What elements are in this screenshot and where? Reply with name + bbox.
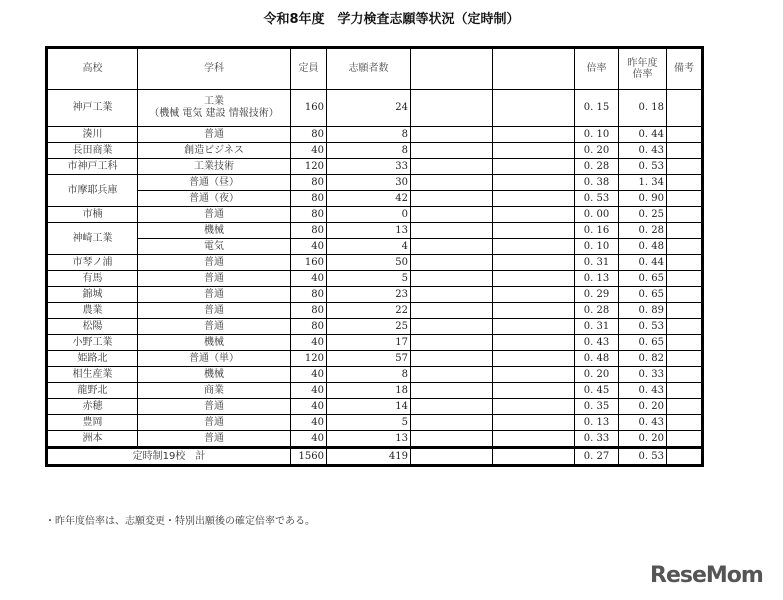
prev-ratio-cell: 0. 65 [619, 271, 667, 287]
header-school: 高校 [47, 48, 138, 90]
blank-cell [411, 159, 493, 175]
blank-cell [493, 399, 575, 415]
header-prev-ratio [619, 48, 667, 90]
dept-cell: 普通 [138, 207, 291, 223]
applicants-cell: 5 [327, 415, 411, 431]
blank-cell [493, 287, 575, 303]
blank-cell [411, 431, 493, 448]
header-notes: 備考 [667, 48, 703, 90]
blank-cell [493, 335, 575, 351]
school-cell: 姫路北 [47, 351, 138, 367]
capacity-cell: 80 [291, 319, 327, 335]
blank-cell [411, 303, 493, 319]
notes-cell [667, 159, 703, 175]
applicants-cell: 25 [327, 319, 411, 335]
table-row [47, 319, 703, 335]
ratio-cell: 0. 28 [575, 159, 619, 175]
ratio-cell: 0. 13 [575, 271, 619, 287]
dept-cell: 普通 [138, 271, 291, 287]
applicants-cell: 42 [327, 191, 411, 207]
school-cell: 市神戸工科 [47, 159, 138, 175]
ratio-cell: 0. 20 [575, 367, 619, 383]
blank-cell [493, 431, 575, 448]
ratio-cell: 0. 31 [575, 319, 619, 335]
ratio-cell: 0. 35 [575, 399, 619, 415]
header-blank [411, 48, 493, 90]
capacity-cell: 80 [291, 223, 327, 239]
table-row [47, 127, 703, 143]
blank-cell [493, 319, 575, 335]
capacity-cell: 40 [291, 271, 327, 287]
capacity-cell: 40 [291, 367, 327, 383]
blank-cell [493, 239, 575, 255]
applicants-cell: 50 [327, 255, 411, 271]
header-row [47, 48, 703, 90]
blank-cell [493, 223, 575, 239]
ratio-cell: 0. 33 [575, 431, 619, 448]
capacity-cell: 120 [291, 351, 327, 367]
school-cell: 神崎工業 [47, 223, 138, 255]
dept-cell: 商業 [138, 383, 291, 399]
blank-cell [411, 351, 493, 367]
total-ratio: 0. 27 [575, 448, 619, 466]
notes-cell [667, 351, 703, 367]
blank-cell [411, 399, 493, 415]
notes-cell [667, 335, 703, 351]
school-cell: 市摩耶兵庫 [47, 175, 138, 207]
blank-cell [493, 448, 575, 466]
notes-cell [667, 127, 703, 143]
capacity-cell: 120 [291, 159, 327, 175]
blank-cell [493, 90, 575, 127]
blank-cell [411, 223, 493, 239]
applicants-cell: 0 [327, 207, 411, 223]
notes-cell [667, 271, 703, 287]
dept-cell: 普通 [138, 319, 291, 335]
header-capacity: 定員 [291, 48, 327, 90]
blank-cell [411, 255, 493, 271]
capacity-cell: 80 [291, 191, 327, 207]
blank-cell [493, 143, 575, 159]
header-dept: 学科 [138, 48, 291, 90]
prev-ratio-cell: 0. 82 [619, 351, 667, 367]
table-row [47, 239, 703, 255]
blank-cell [493, 255, 575, 271]
header-prev-ratio-line2: 倍率 [632, 69, 653, 80]
table-row [47, 223, 703, 239]
dept-cell: 機械 [138, 335, 291, 351]
school-cell: 錦城 [47, 287, 138, 303]
ratio-cell: 0. 31 [575, 255, 619, 271]
table-row [47, 271, 703, 287]
prev-ratio-cell: 0. 20 [619, 399, 667, 415]
total-applicants: 419 [327, 448, 411, 466]
notes-cell [667, 239, 703, 255]
table-row [47, 415, 703, 431]
blank-cell [493, 367, 575, 383]
table-row [47, 367, 703, 383]
blank-cell [411, 191, 493, 207]
table-row [47, 207, 703, 223]
table-row [47, 255, 703, 271]
prev-ratio-cell: 0. 43 [619, 143, 667, 159]
applicants-cell: 30 [327, 175, 411, 191]
notes-cell [667, 303, 703, 319]
blank-cell [411, 367, 493, 383]
table-row [47, 399, 703, 415]
blank-cell [411, 448, 493, 466]
ratio-cell: 0. 53 [575, 191, 619, 207]
blank-cell [411, 90, 493, 127]
applications-table [45, 46, 704, 467]
notes-cell [667, 255, 703, 271]
dept-cell [138, 90, 291, 127]
capacity-cell: 40 [291, 143, 327, 159]
blank-cell [411, 239, 493, 255]
prev-ratio-cell: 0. 43 [619, 383, 667, 399]
capacity-cell: 80 [291, 303, 327, 319]
dept-cell: 普通 [138, 399, 291, 415]
school-cell: 龍野北 [47, 383, 138, 399]
prev-ratio-cell: 0. 43 [619, 415, 667, 431]
ratio-cell: 0. 16 [575, 223, 619, 239]
prev-ratio-cell: 0. 28 [619, 223, 667, 239]
prev-ratio-cell: 1. 34 [619, 175, 667, 191]
table-row [47, 191, 703, 207]
ratio-cell: 0. 00 [575, 207, 619, 223]
blank-cell [411, 207, 493, 223]
dept-line2: （機械 電気 建設 情報技術） [149, 108, 279, 119]
prev-ratio-cell: 0. 44 [619, 255, 667, 271]
blank-cell [411, 319, 493, 335]
school-cell: 相生産業 [47, 367, 138, 383]
footnote: ・昨年度倍率は、志願変更・特別出願後の確定倍率である。 [45, 516, 315, 527]
ratio-cell: 0. 15 [575, 90, 619, 127]
dept-cell: 普通（夜） [138, 191, 291, 207]
dept-cell: 機械 [138, 367, 291, 383]
capacity-cell: 80 [291, 175, 327, 191]
table-row [47, 303, 703, 319]
school-cell: 洲本 [47, 431, 138, 448]
applicants-cell: 18 [327, 383, 411, 399]
page-title: 令和8年度 学力検査志願等状況（定時制） [263, 12, 520, 27]
table-row [47, 175, 703, 191]
applicants-cell: 8 [327, 367, 411, 383]
school-cell: 湊川 [47, 127, 138, 143]
school-cell: 長田商業 [47, 143, 138, 159]
applicants-cell: 17 [327, 335, 411, 351]
blank-cell [411, 175, 493, 191]
capacity-cell: 40 [291, 415, 327, 431]
blank-cell [411, 383, 493, 399]
notes-cell [667, 287, 703, 303]
notes-cell [667, 143, 703, 159]
capacity-cell: 40 [291, 335, 327, 351]
ratio-cell: 0. 20 [575, 143, 619, 159]
blank-cell [493, 207, 575, 223]
school-cell: 市楠 [47, 207, 138, 223]
blank-cell [493, 303, 575, 319]
applicants-cell: 8 [327, 127, 411, 143]
notes-cell [667, 367, 703, 383]
school-cell: 赤穂 [47, 399, 138, 415]
applicants-cell: 5 [327, 271, 411, 287]
table-row [47, 159, 703, 175]
ratio-cell: 0. 43 [575, 335, 619, 351]
prev-ratio-cell: 0. 65 [619, 335, 667, 351]
table-row [47, 90, 703, 127]
applicants-cell: 24 [327, 90, 411, 127]
table-row [47, 351, 703, 367]
dept-cell: 普通 [138, 127, 291, 143]
blank-cell [493, 175, 575, 191]
blank-cell [493, 351, 575, 367]
dept-cell: 電気 [138, 239, 291, 255]
notes-cell [667, 223, 703, 239]
applicants-cell: 13 [327, 431, 411, 448]
total-capacity: 1560 [291, 448, 327, 466]
prev-ratio-cell: 0. 20 [619, 431, 667, 448]
ratio-cell: 0. 13 [575, 415, 619, 431]
school-cell: 豊岡 [47, 415, 138, 431]
blank-cell [411, 335, 493, 351]
ratio-cell: 0. 45 [575, 383, 619, 399]
school-cell: 市琴ノ浦 [47, 255, 138, 271]
blank-cell [493, 191, 575, 207]
total-prev-ratio: 0. 53 [619, 448, 667, 466]
table-row [47, 287, 703, 303]
prev-ratio-cell: 0. 53 [619, 159, 667, 175]
applicants-cell: 23 [327, 287, 411, 303]
prev-ratio-cell: 0. 44 [619, 127, 667, 143]
capacity-cell: 160 [291, 255, 327, 271]
prev-ratio-cell: 0. 18 [619, 90, 667, 127]
notes-cell [667, 415, 703, 431]
dept-cell: 普通 [138, 415, 291, 431]
total-label: 定時制19校 計 [47, 448, 291, 466]
blank-cell [493, 159, 575, 175]
resemom-logo: ReseMom [650, 563, 763, 588]
ratio-cell: 0. 29 [575, 287, 619, 303]
header-blank [493, 48, 575, 90]
dept-cell: 工業技術 [138, 159, 291, 175]
dept-cell: 普通 [138, 255, 291, 271]
prev-ratio-cell: 0. 25 [619, 207, 667, 223]
notes-cell [667, 399, 703, 415]
notes-cell [667, 90, 703, 127]
blank-cell [493, 271, 575, 287]
capacity-cell: 40 [291, 383, 327, 399]
ratio-cell: 0. 38 [575, 175, 619, 191]
capacity-cell: 40 [291, 399, 327, 415]
dept-line1: 工業 [204, 96, 224, 107]
blank-cell [411, 143, 493, 159]
header-prev-ratio-line1: 昨年度 [627, 58, 658, 69]
blank-cell [493, 415, 575, 431]
capacity-cell: 40 [291, 431, 327, 448]
prev-ratio-cell: 0. 33 [619, 367, 667, 383]
applicants-cell: 8 [327, 143, 411, 159]
applicants-cell: 4 [327, 239, 411, 255]
prev-ratio-cell: 0. 89 [619, 303, 667, 319]
school-cell: 農業 [47, 303, 138, 319]
dept-cell: 普通 [138, 431, 291, 448]
school-cell: 有馬 [47, 271, 138, 287]
blank-cell [411, 271, 493, 287]
table-row [47, 335, 703, 351]
blank-cell [411, 287, 493, 303]
prev-ratio-cell: 0. 90 [619, 191, 667, 207]
capacity-cell: 80 [291, 207, 327, 223]
capacity-cell: 40 [291, 239, 327, 255]
prev-ratio-cell: 0. 65 [619, 287, 667, 303]
table-row [47, 143, 703, 159]
school-cell: 小野工業 [47, 335, 138, 351]
header-applicants: 志願者数 [327, 48, 411, 90]
ratio-cell: 0. 10 [575, 239, 619, 255]
prev-ratio-cell: 0. 48 [619, 239, 667, 255]
blank-cell [493, 127, 575, 143]
applicants-cell: 14 [327, 399, 411, 415]
notes-cell [667, 175, 703, 191]
applicants-cell: 57 [327, 351, 411, 367]
capacity-cell: 80 [291, 127, 327, 143]
notes-cell [667, 207, 703, 223]
notes-cell [667, 448, 703, 466]
blank-cell [411, 127, 493, 143]
prev-ratio-cell: 0. 53 [619, 319, 667, 335]
notes-cell [667, 319, 703, 335]
table-row [47, 431, 703, 448]
blank-cell [411, 415, 493, 431]
ratio-cell: 0. 28 [575, 303, 619, 319]
applicants-cell: 13 [327, 223, 411, 239]
notes-cell [667, 383, 703, 399]
school-cell: 神戸工業 [47, 90, 138, 127]
applicants-cell: 22 [327, 303, 411, 319]
notes-cell [667, 431, 703, 448]
dept-cell: 創造ビジネス [138, 143, 291, 159]
capacity-cell: 80 [291, 287, 327, 303]
capacity-cell: 160 [291, 90, 327, 127]
table-row [47, 383, 703, 399]
school-cell: 松陽 [47, 319, 138, 335]
ratio-cell: 0. 48 [575, 351, 619, 367]
dept-cell: 普通 [138, 303, 291, 319]
ratio-cell: 0. 10 [575, 127, 619, 143]
dept-cell: 普通（単） [138, 351, 291, 367]
blank-cell [493, 383, 575, 399]
total-row [47, 448, 703, 466]
notes-cell [667, 191, 703, 207]
header-ratio: 倍率 [575, 48, 619, 90]
dept-cell: 機械 [138, 223, 291, 239]
dept-cell: 普通（昼） [138, 175, 291, 191]
applicants-cell: 33 [327, 159, 411, 175]
dept-cell: 普通 [138, 287, 291, 303]
